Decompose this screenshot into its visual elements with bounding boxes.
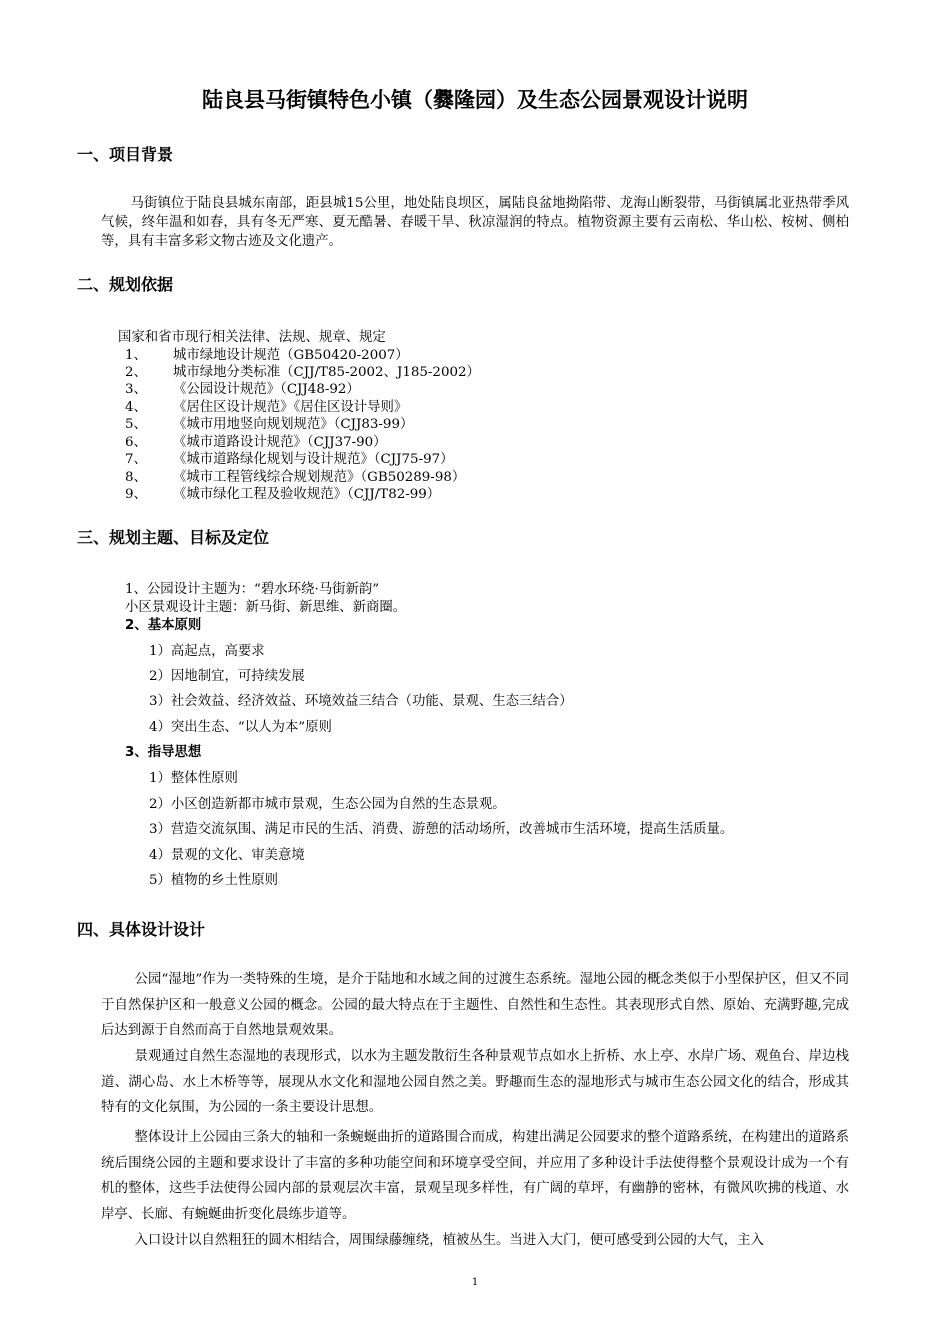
basis-item-number: 2、 [125,365,147,380]
community-theme: 小区景观设计主题：新马街、新思维、新商圈。 [125,600,407,615]
guide-item: 2）小区创造新都市城市景观，生态公园为自然的生态景观。 [149,797,506,812]
basis-item-number: 6、 [125,435,147,450]
basis-item-number: 9、 [125,487,147,502]
principle-item: 3）社会效益、经济效益、环境效益三结合（功能、景观、生态三结合） [149,694,573,709]
basis-item-number: 7、 [125,452,147,467]
design-paragraph: 公园“湿地”作为一类特殊的生境，是介于陆地和水域之间的过渡生态系统。湿地公园的概念类似于小型保护区，但又不同于自然保护区和一般意义公园的概念。公园的最大特点在于主题性、自然性和生态性。其表现形式自然、原始、充满野趣,完成后达到源于自然而高于自然地景观效果。 [101,972,849,1038]
basis-intro: 国家和省市现行相关法律、法规、规章、规定 [118,330,386,345]
basis-item-number: 1、 [125,348,147,363]
guide-title: 3、指导思想 [125,745,202,760]
principle-item: 2）因地制宜，可持续发展 [149,669,305,684]
principle-item: 4）突出生态、“以人为本”原则 [149,720,332,735]
guide-item: 4）景观的文化、审美意境 [149,848,305,863]
basis-item-number: 8、 [125,470,147,485]
basis-item-text: 《城市道路设计规范》（CJJ37-90） [173,435,387,450]
park-theme: 1、公园设计主题为：“碧水环绕·马街新韵” [125,582,380,597]
basis-item-text: 《城市用地竖向规划规范》（CJJ83-99） [173,417,414,432]
guide-item: 3）营造交流氛围、满足市民的生活、消费、游憩的活动场所，改善城市生活环境，提高生活质量。 [149,822,734,837]
design-paragraph: 入口设计以自然粗狂的圆木相结合，周围绿藤缠绕，植被丛生。当进入大门，便可感受到公园的大气，主入 [134,1233,764,1248]
section-heading-design: 四、具体设计设计 [77,920,206,939]
basis-item-text: 《城市绿化工程及验收规范》（CJJ/T82-99） [173,487,441,502]
basis-item-text: 《公园设计规范》（CJJ48-92） [173,382,360,397]
basis-item [125,378,360,397]
basis-item-text: 城市绿地分类标准（CJJ/T85-2002、J185-2002） [173,365,480,380]
basis-item-text: 《城市道路绿化规划与设计规范》（CJJ75-97） [173,452,454,467]
basis-item-text: 《城市工程管线综合规划规范》（GB50289-98） [173,470,466,485]
basis-item-number: 4、 [125,400,147,415]
basis-item-text: 城市绿地设计规范（GB50420-2007） [173,348,409,363]
design-paragraph: 整体设计上公园由三条大的轴和一条蜿蜒曲折的道路围合而成，构建出满足公园要求的整个道路系统，在构建出的道路系统后围绕公园的主题和要求设计了丰富的多种功能空间和环境享受空间，并应用了多种设计手法使得整个景观设计成为一个有机的整体，这些手法使得公园内部的景观层次丰富，景观呈现多样性，有广阔的草坪，有幽静的密林，有微风吹拂的栈道、水岸亭、长廊、有蜿蜒曲折变化晨练步道等。 [101,1130,849,1222]
section-heading-basis: 二、规划依据 [77,275,174,294]
principle-item: 1）高起点，高要求 [149,644,265,659]
design-paragraph: 景观通过自然生态湿地的表现形式，以水为主题发散衍生各种景观节点如水上折桥、水上亭、水岸广场、观鱼台、岸边栈道、湖心岛、水上木桥等等，展现从水文化和湿地公园自然之美。野趣而生态的湿地形式与城市生态公园文化的结合，形成其特有的文化氛围，为公园的一条主要设计思想。 [101,1049,849,1115]
guide-item: 1）整体性原则 [149,771,238,786]
principles-title: 2、基本原则 [125,618,202,633]
background-paragraph: 马街镇位于陆良县城东南部，距县城15公里，地处陆良坝区，属陆良盆地拗陷带、龙海山断裂带，马街镇属北亚热带季风气候，终年温和如春，具有冬无严寒、夏无酷暑、春暖干旱、秋凉湿润的特点。植物资源主要有云南松、华山松、桉树、侧柏等，具有丰富多彩文物古迹及文化遗产。 [101,196,849,249]
basis-item [125,413,413,432]
basis-item-number: 3、 [125,382,147,397]
page-number: 1 [471,1277,479,1288]
document-title: 陆良县马街镇特色小镇（爨隆园）及生态公园景观设计说明 [202,88,748,112]
basis-item-text: 《居住区设计规范》《居住区设计导则》 [173,400,408,415]
section-heading-background: 一、项目背景 [77,145,174,164]
section-heading-theme: 三、规划主题、目标及定位 [77,528,270,547]
basis-item [125,483,440,502]
basis-item [125,448,454,467]
guide-item: 5）植物的乡土性原则 [149,873,279,888]
basis-item-number: 5、 [125,417,147,432]
